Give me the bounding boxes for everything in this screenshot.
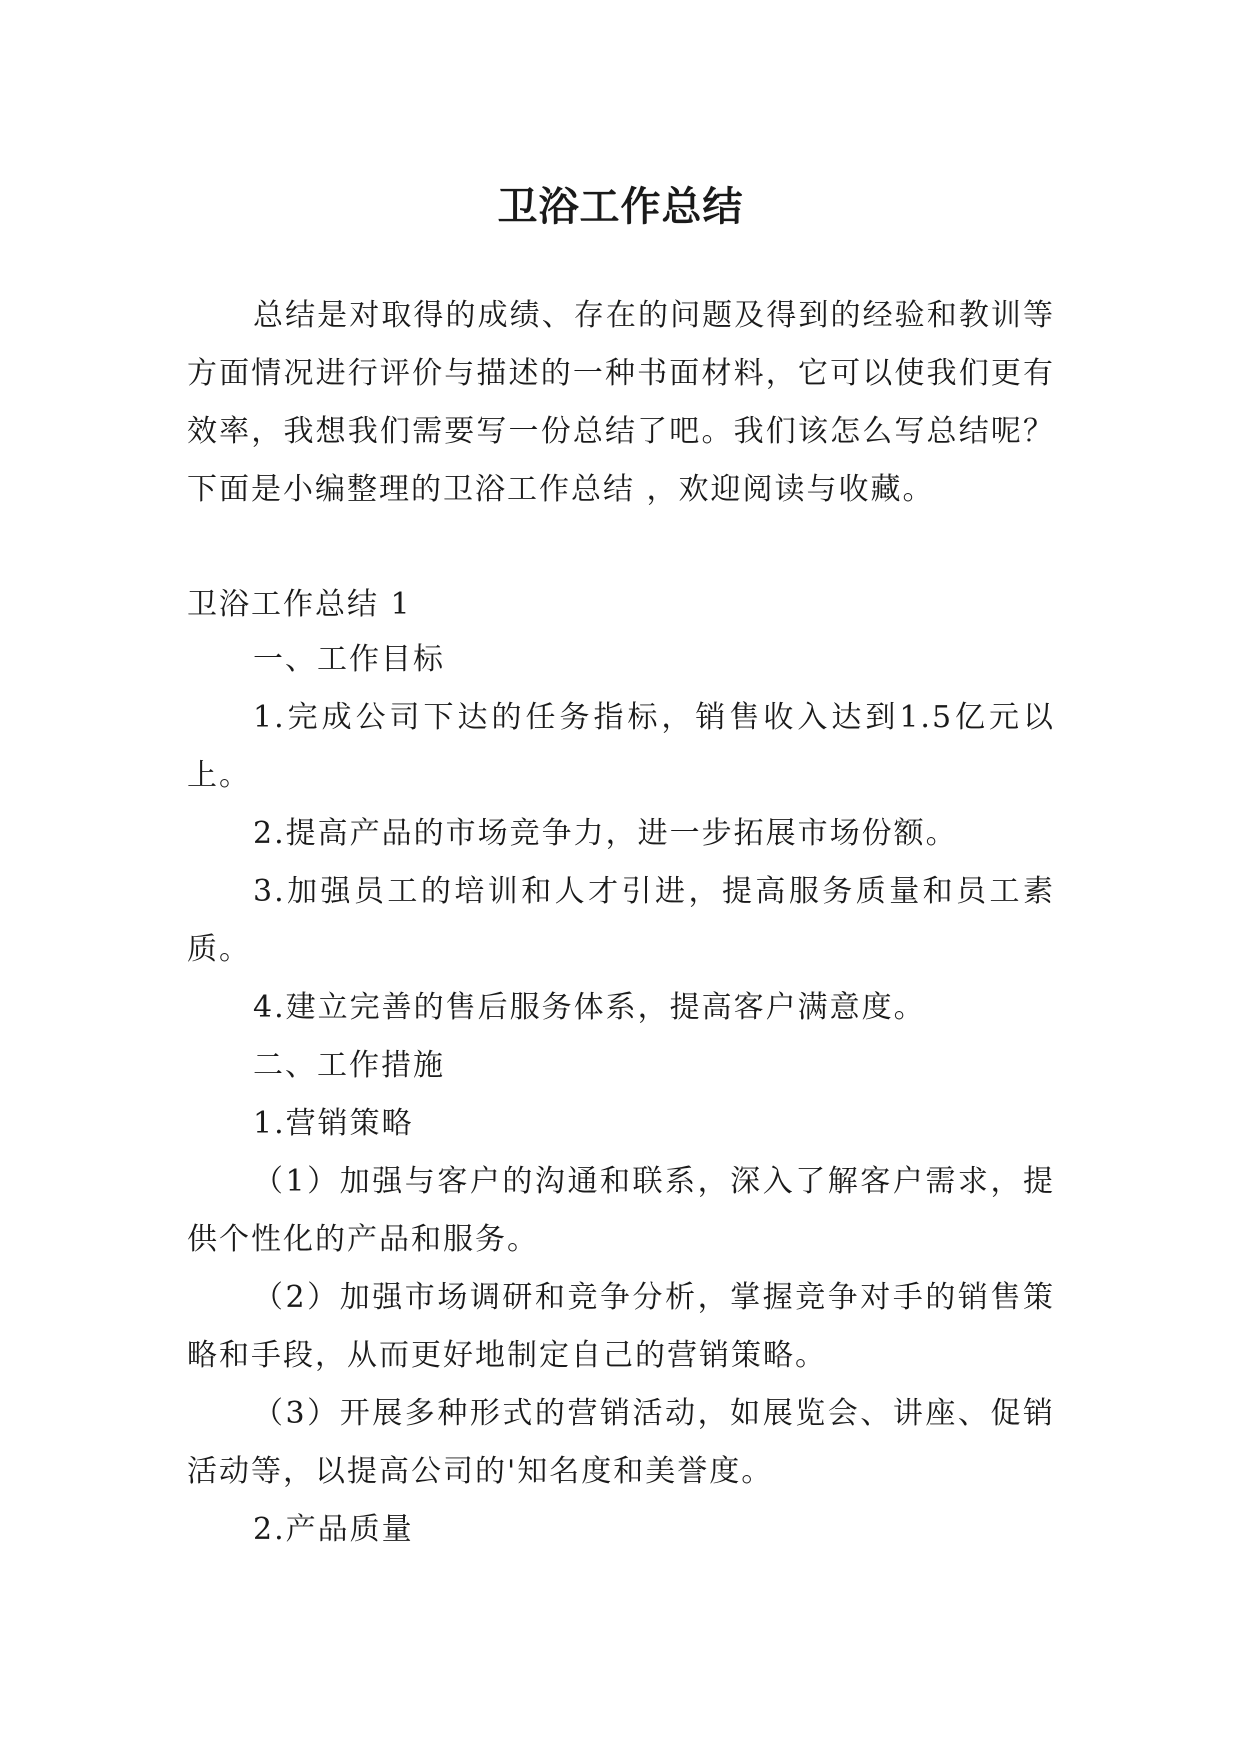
subheading-marketing-strategy: 1.营销策略 — [253, 1106, 414, 1141]
marketing-item-2: （2）加强市场调研和竞争分析，掌握竞争对手的销售策略和手段，从而更好地制定自己的营销策略。 — [187, 1280, 1055, 1373]
heading-work-goals: 一、工作目标 — [253, 642, 445, 677]
goal-item-2: 2.提高产品的市场竞争力，进一步拓展市场份额。 — [253, 816, 958, 851]
subheading-product-quality: 2.产品质量 — [253, 1512, 414, 1547]
document-title: 卫浴工作总结 — [497, 182, 744, 230]
marketing-item-1: （1）加强与客户的沟通和联系，深入了解客户需求，提供个性化的产品和服务。 — [187, 1164, 1055, 1257]
goal-item-4: 4.建立完善的售后服务体系，提高客户满意度。 — [253, 990, 926, 1025]
goal-item-3: 3.加强员工的培训和人才引进，提高服务质量和员工素质。 — [187, 874, 1055, 967]
goal-item-1: 1.完成公司下达的任务指标，销售收入达到1.5亿元以上。 — [187, 700, 1055, 793]
section-heading: 卫浴工作总结 1 — [187, 587, 412, 622]
intro-paragraph: 总结是对取得的成绩、存在的问题及得到的经验和教训等方面情况进行评价与描述的一种书面材料，它可以使我们更有效率，我想我们需要写一份总结了吧。我们该怎么写总结呢？下面是小编整理的卫浴工作总结 ，欢迎阅读与收藏。 — [187, 298, 1055, 507]
marketing-item-3: （3）开展多种形式的营销活动，如展览会、讲座、促销活动等，以提高公司的'知名度和美誉度。 — [187, 1396, 1055, 1489]
document-body — [187, 631, 1055, 1559]
heading-work-measures: 二、工作措施 — [253, 1048, 445, 1083]
